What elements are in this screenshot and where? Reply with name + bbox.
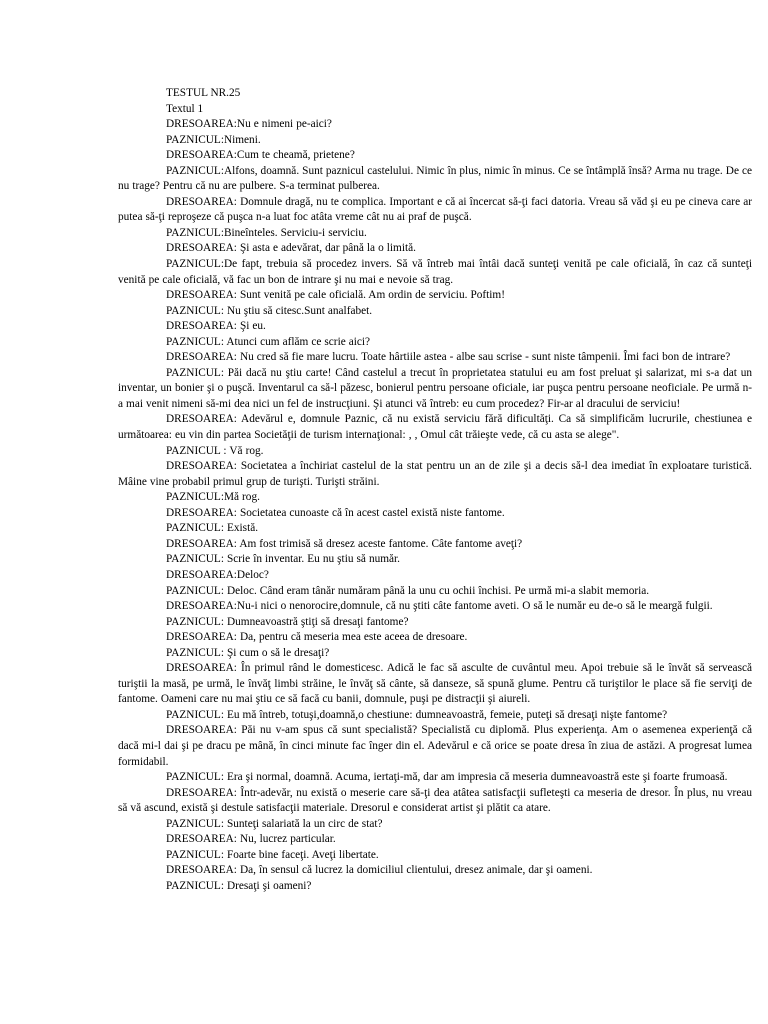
dialogue-line: DRESOAREA: Păi nu v-am spus că sunt specialistă? Specialistă cu diplomă. Plus experienţa. Am o asemenea experienţă că dacă mi-l dai şi pe dracu pe mână, în cinci minute fac înger din el. Adevărul e că orice se poate dresa în ziua de astăzi. A progresat lumea formidabil. — [118, 724, 752, 768]
dialogue-line: DRESOAREA:Cum te cheamă, prietene? — [166, 149, 355, 162]
dialogue-line: DRESOAREA: Sunt venită pe cale oficială. Am ordin de serviciu. Poftim! — [166, 289, 505, 302]
dialogue-line: DRESOAREA: Societatea a închiriat castelul de la stat pentru un an de zile şi a decis să-l dea imediat în exploatare turistică. Mâine vine probabil primul grup de turişti. Turişti străini. — [118, 460, 752, 488]
dialogue-line: PAZNICUL: Scrie în inventar. Eu nu ştiu să număr. — [166, 553, 401, 566]
dialogue-line: DRESOAREA: Da, în sensul că lucrez la domiciliul clientului, dresez animale, dar şi oameni. — [166, 864, 593, 877]
text-subtitle: Textul 1 — [166, 102, 204, 115]
dialogue-line: PAZNICUL:De fapt, trebuia să procedez invers. Să vă întreb mai întâi dacă sunteţi venită pe cale oficială, în caz că sunteţi venită pe cale oficială, vă fac un bon de intrare şi nu mai e nevoie să trag. — [118, 258, 752, 286]
dialogue-line: PAZNICUL: Păi dacă nu ştiu carte! Când castelul a trecut în proprietatea statului eu am fost preluat şi salarizat, mi s-a dat un inventar, un bonier şi o puşcă. Inventarul ca să-l păzesc, bonierul pentru persoane oficiale, iar puşca pentru persoane neoficiale. Pe urmă n-a mai venit nimeni să-mi dea nici un fel de instrucţiuni. Şi atunci vă întreb: eu cum procedez? Fir-ar al dracului de serviciu! — [118, 366, 752, 410]
dialogue-line: DRESOAREA: Am fost trimisă să dresez aceste fantome. Câte fantome aveţi? — [166, 537, 523, 550]
dialogue-line: DRESOAREA: Nu cred să fie mare lucru. Toate hârtiile astea - albe sau scrise - sunt niste tâmpenii. Îmi faci bon de intrare? — [166, 351, 731, 364]
dialogue-line: PAZNICUL:Nimeni. — [166, 133, 261, 146]
dialogue-line: PAZNICUL: Atunci cum aflăm ce scrie aici? — [166, 335, 371, 348]
dialogue-line: DRESOAREA: Da, pentru că meseria mea este aceea de dresoare. — [166, 631, 468, 644]
dialogue-line: DRESOAREA: Adevărul e, domnule Paznic, că nu există serviciu fără dificultăţi. Ca să simplificăm lucrurile, chestiunea e următoarea: eu vin din partea Societăţii de turism internaţional: , , Omul cât trăieşte vede, că cu asta se alege". — [118, 413, 752, 442]
dialogue-line: DRESOAREA: Într-adevăr, nu există o meserie care să-ţi dea atâtea satisfacţii sufleteşti ca meseria de dresor. În plus, nu vreau să vă ascund, există şi destule satisfacţii materiale. Dresorul e considerat artist şi plătit ca atare. — [118, 786, 752, 815]
dialogue-line: DRESOAREA: În primul rând le domesticesc. Adică le fac să asculte de cuvântul meu. Apoi trebuie să le învăt să servească turiştii la masă, pe urmă, le învăţ limbi străine, le învăţ să cânte, să danseze, să spună glume. Pentru că turiştilor le place să fie serviţi de fantome. Oameni care nu mai ştiu ce să facă cu banii, domnule, puşi pe distracţii şi aiureli. — [118, 662, 752, 706]
dialogue-line: DRESOAREA:Nu e nimeni pe-aici? — [166, 118, 332, 131]
dialogue-body — [118, 117, 752, 894]
dialogue-line: PAZNICUL: Şi cum o să le dresaţi? — [166, 646, 330, 659]
dialogue-line: DRESOAREA: Şi asta e adevărat, dar până la o limită. — [166, 242, 416, 255]
dialogue-line: PAZNICUL: Există. — [166, 522, 259, 535]
test-title: TESTUL NR.25 — [166, 87, 241, 99]
dialogue-line: PAZNICUL: Deloc. Când eram tânăr număram până la unu cu ochii închisi. Pe urmă mi-a slabit memoria. — [166, 584, 650, 597]
dialogue-line: DRESOAREA: Societatea cunoaste că în acest castel există niste fantome. — [166, 506, 505, 519]
dialogue-line: PAZNICUL: Dumneavoastră ştiţi să dresaţi fantome? — [166, 615, 409, 628]
dialogue-line: DRESOAREA:Deloc? — [166, 568, 269, 581]
dialogue-line: PAZNICUL:Bineînteles. Serviciu-i serviciu. — [166, 226, 367, 239]
dialogue-line: PAZNICUL:Mă rog. — [166, 491, 260, 504]
dialogue-line: DRESOAREA: Domnule dragă, nu te complica. Important e că ai încercat să-ţi faci datoria. Vreau să văd şi eu pe cineva care ar putea să-ţi reproşeze că puşca n-a luat foc atâta vreme cât nu ai praf de puşcă. — [118, 195, 752, 224]
dialogue-line: PAZNICUL: Dresaţi şi oameni? — [166, 879, 312, 892]
dialogue-line: PAZNICUL:Alfons, doamnă. Sunt paznicul castelului. Nimic în plus, nimic în minus. Ce se întâmplă însă? Arma nu trage. De ce nu trage? Pentru că nu are pulbere. S-a terminat pulberea. — [118, 164, 753, 193]
dialogue-line: PAZNICUL: Era şi normal, doamnă. Acuma, iertaţi-mă, dar am impresia că meseria dumneavoastră este şi foarte frumoasă. — [166, 771, 728, 784]
dialogue-line: DRESOAREA: Şi eu. — [166, 320, 266, 333]
dialogue-line: DRESOAREA:Nu-i nici o nenorocire,domnule, că nu ştiti câte fantome aveti. O să le număr eu de-o să le meargă fulgii. — [166, 600, 713, 613]
dialogue-line: PAZNICUL : Vă rog. — [166, 444, 264, 457]
dialogue-line: PAZNICUL: Foarte bine faceţi. Aveţi libertate. — [166, 848, 379, 861]
dialogue-line: PAZNICUL: Sunteţi salariată la un circ de stat? — [166, 817, 383, 830]
dialogue-line: DRESOAREA: Nu, lucrez particular. — [166, 833, 336, 846]
dialogue-line: PAZNICUL: Nu ştiu să citesc.Sunt analfabet. — [166, 304, 373, 317]
dialogue-line: PAZNICUL: Eu mă întreb, totuşi,doamnă,o chestiune: dumneavoastră, femeie, puteţi să dresaţi nişte fantome? — [166, 708, 668, 721]
